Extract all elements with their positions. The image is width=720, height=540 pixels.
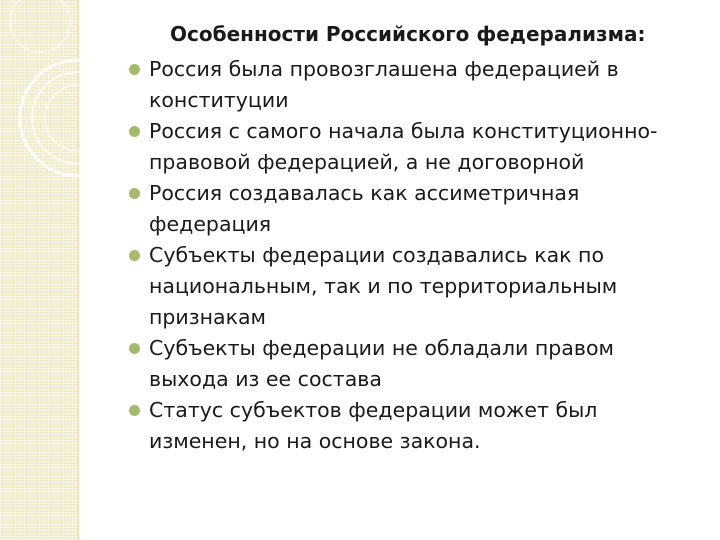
slide-title: Особенности Российского федерализма: [170, 22, 646, 46]
bullet-icon [129, 343, 140, 354]
bullet-text: Субъекты федерации создавались как по национальным, так и по территориальным признакам [149, 243, 618, 329]
list-item [128, 116, 698, 178]
bullet-text: Субъекты федерации не обладали правом выхода из ее состава [149, 336, 614, 391]
bullet-icon [129, 126, 140, 137]
bullet-text: Россия с самого начала была конституционно-правовой федерацией, а не договорной [149, 119, 658, 174]
bullet-text: Россия создавалась как ассиметричная федерация [149, 181, 580, 236]
bullet-icon [129, 250, 140, 261]
decorative-side-band [0, 0, 79, 540]
list-item [128, 395, 698, 457]
list-item [128, 54, 698, 116]
bullet-icon [129, 188, 140, 199]
list-item [128, 333, 698, 395]
bullet-icon [129, 64, 140, 75]
bullet-icon [129, 405, 140, 416]
list-item [128, 178, 698, 240]
bullet-text: Россия была провозглашена федерацией в конституции [149, 57, 619, 112]
decorative-circles [0, 0, 140, 220]
bullet-list [128, 54, 698, 457]
bullet-text: Статус субъектов федерации может был изменен, но на основе закона. [149, 398, 598, 453]
list-item [128, 240, 698, 333]
